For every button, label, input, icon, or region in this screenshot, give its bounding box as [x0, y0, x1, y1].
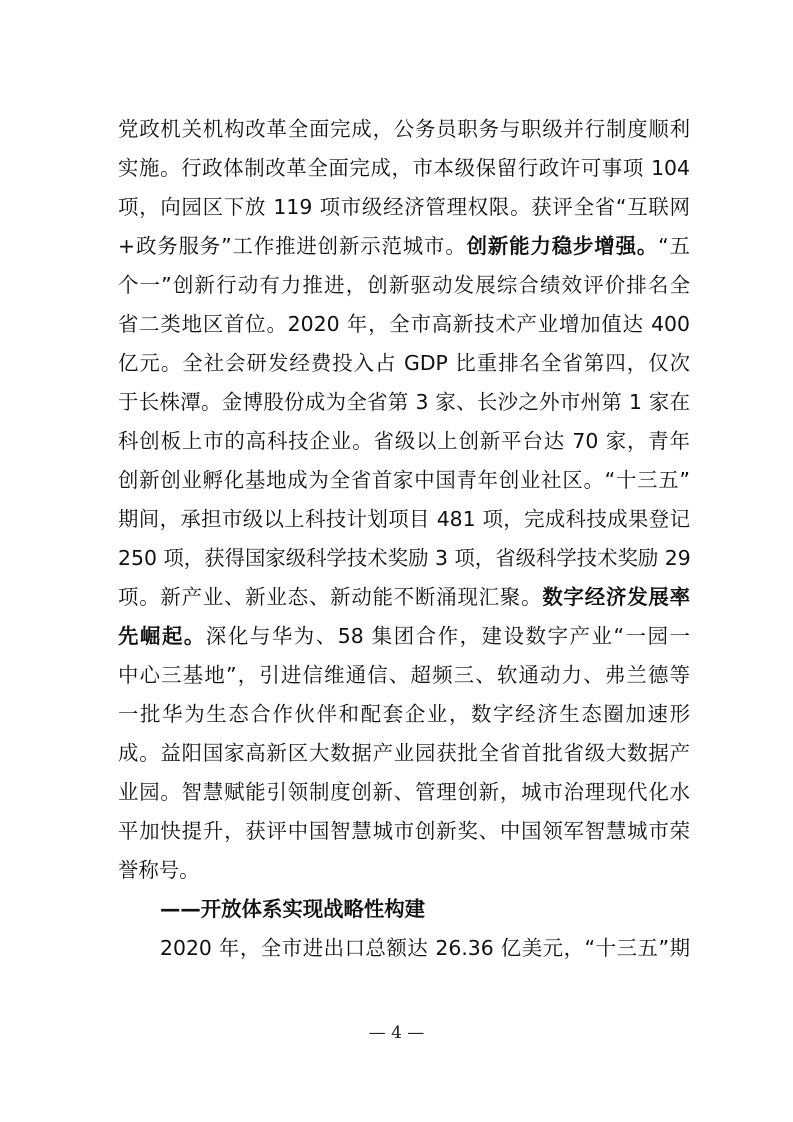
text-run: 2020 年，全市进出口总额达 26.36 亿美元，“十三五”期: [160, 936, 690, 960]
text-run: 省二类地区首位。2020 年，全市高新技术产业增加值达 400: [118, 312, 690, 336]
text-run: 创新创业孵化基地成为全省首家中国青年创业社区。“十三五”: [118, 468, 690, 492]
text-run: 深化与华为、58 集团合作，建设数字产业“一园一: [205, 624, 690, 648]
paragraph-line: [118, 114, 690, 144]
section-heading: ——开放体系实现战略性构建: [160, 897, 426, 921]
text-run: 业园。智慧赋能引领制度创新、管理创新，城市治理现代化水: [118, 780, 690, 804]
bold-text-run: 先崛起。: [118, 624, 206, 648]
page-number: — 4 —: [368, 1023, 425, 1043]
text-run: 党政机关机构改革全面完成，公务员职务与职级并行制度顺利: [118, 117, 690, 141]
paragraph-line: [118, 270, 690, 300]
text-run: 誉称号。: [118, 858, 200, 882]
text-run: 成。益阳国家高新区大数据产业园获批全省首批省级大数据产: [118, 741, 690, 765]
text-run: 项，向园区下放 119 项市级经济管理权限。获评全省“互联网: [118, 195, 690, 219]
text-run: 期间，承担市级以上科技计划项目 481 项，完成科技成果登记: [118, 507, 690, 531]
text-run: 实施。行政体制改革全面完成，市本级保留行政许可事项 104: [118, 156, 690, 180]
text-run: 中心三基地”，引进信维通信、超频三、软通动力、弗兰德等: [118, 663, 690, 687]
paragraph-line: [118, 426, 690, 456]
bold-text-run: 数字经济发展率: [542, 585, 691, 609]
text-run: 平加快提升，获评中国智慧城市创新奖、中国领军智慧城市荣: [118, 819, 690, 843]
paragraph-line: [118, 231, 690, 261]
paragraph-line: [118, 777, 690, 807]
text-run: 科创板上市的高科技企业。省级以上创新平台达 70 家，青年: [118, 429, 690, 453]
paragraph-line: [118, 543, 690, 573]
paragraph-line: [118, 153, 690, 183]
paragraph-line: [118, 855, 690, 885]
paragraph-line: [118, 816, 690, 846]
paragraph-line: [118, 309, 690, 339]
paragraph-line: [118, 738, 690, 768]
text-run: 项。新产业、新业态、新动能不断涌现汇聚。: [118, 585, 543, 609]
paragraph-line: [118, 621, 690, 651]
paragraph-line: [118, 699, 690, 729]
paragraph-line: [118, 465, 690, 495]
text-run: +政务服务”工作推进创新示范城市。: [118, 234, 467, 258]
text-run: 个一”创新行动有力推进，创新驱动发展综合绩效评价排名全: [118, 273, 690, 297]
paragraph-line: [118, 504, 690, 534]
paragraph-line: [118, 582, 690, 612]
text-run: 于长株潭。金博股份成为全省第 3 家、长沙之外市州第 1 家在: [118, 390, 690, 414]
paragraph-line: [118, 387, 690, 417]
bold-text-run: 创新能力稳步增强。: [466, 234, 659, 258]
text-run: “五: [658, 234, 690, 258]
text-run: 亿元。全社会研发经费投入占 GDP 比重排名全省第四，仅次: [118, 351, 690, 375]
text-run: 一批华为生态合作伙伴和配套企业，数字经济生态圈加速形: [118, 702, 690, 726]
paragraph-line: [160, 933, 690, 963]
paragraph-line: [118, 660, 690, 690]
text-run: 250 项，获得国家级科学技术奖励 3 项，省级科学技术奖励 29: [118, 546, 691, 570]
paragraph-line: [118, 192, 690, 222]
paragraph-line: [118, 348, 690, 378]
